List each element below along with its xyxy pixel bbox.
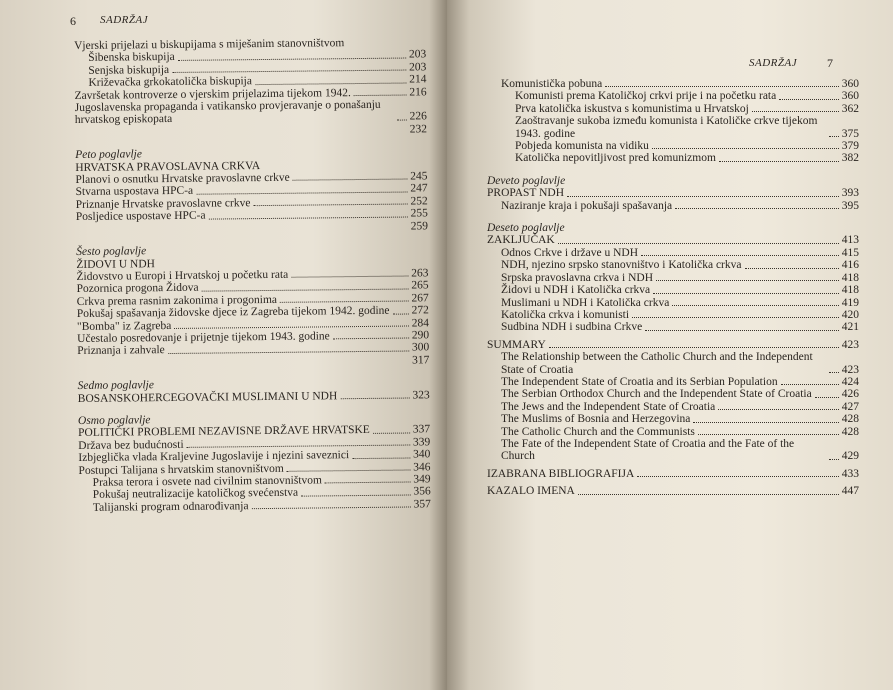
dot-leader xyxy=(829,136,839,137)
chapter-label: Deveto poglavlje xyxy=(487,174,566,187)
entry-page: 267 xyxy=(411,292,429,305)
entry-page: 284 xyxy=(411,316,430,330)
entry-title: Pokušaj spašavanja židovske djece iz Zagreba tijekom 1942. godine xyxy=(76,304,390,321)
dot-leader xyxy=(354,95,407,97)
entry-page: 360 xyxy=(841,78,859,90)
dot-leader xyxy=(641,255,839,256)
chapter-label: Sedmo poglavlje xyxy=(77,379,155,393)
toc-entry xyxy=(487,115,859,140)
entry-page: 259 xyxy=(410,219,429,233)
dot-leader xyxy=(745,268,839,269)
entry-title: Posljedice uspostave HPC-a xyxy=(75,209,206,224)
entry-title: Završetak kontroverze o vjerskim prijelazima tijekom 1942. xyxy=(74,86,351,102)
entry-title: POLITIČKI PROBLEMI NEZAVISNE DRŽAVE HRVATSKE xyxy=(78,424,370,440)
dot-leader xyxy=(352,457,410,459)
entry-title: Izbjeglička vlada Kraljevine Jugoslavije i njezini saveznici xyxy=(78,449,350,465)
entry-title: ZAKLJUČAK xyxy=(487,234,555,247)
entry-title: Priznanja i zahvale xyxy=(77,344,165,358)
section-title xyxy=(487,468,859,480)
entry-title: SUMMARY xyxy=(487,338,546,351)
dot-leader xyxy=(656,280,839,281)
toc-entry xyxy=(487,140,859,152)
section-title xyxy=(487,485,859,497)
entry-title: Senjska biskupija xyxy=(88,63,170,77)
entry-title: BOSANSKOHERCEGOVAČKI MUSLIMANI U NDH xyxy=(77,389,338,405)
entry-title: Stvarna uspostava HPC-a xyxy=(75,185,194,199)
dot-leader xyxy=(645,330,839,331)
toc-entry xyxy=(487,259,859,271)
entry-page: 421 xyxy=(841,321,859,334)
entry-page: 252 xyxy=(410,195,428,208)
toc-entry xyxy=(487,351,859,376)
dot-leader xyxy=(174,325,408,328)
entry-page: 395 xyxy=(841,199,859,212)
entry-page: 339 xyxy=(412,436,431,449)
table-of-contents xyxy=(74,36,431,514)
entry-title: Komunisti prema Katoličkoj crkvi prije i na početku rata xyxy=(515,90,777,103)
entry-title: ŽIDOVI U NDH xyxy=(76,257,155,271)
entry-title: IZABRANA BIBLIOGRAFIJA xyxy=(487,467,635,480)
dot-leader xyxy=(675,208,839,209)
entry-page: 290 xyxy=(411,329,430,342)
entry-page: 203 xyxy=(408,61,427,74)
dot-leader xyxy=(252,507,411,510)
toc-entry xyxy=(487,103,859,115)
dot-leader xyxy=(178,57,406,60)
entry-page: 428 xyxy=(841,413,859,426)
dot-leader xyxy=(168,350,409,354)
entry-page: 300 xyxy=(411,341,430,354)
entry-page: 216 xyxy=(409,85,427,99)
dot-leader xyxy=(333,338,409,340)
entry-title: NDH, njezino srpsko stanovništvo i Katolička crkva xyxy=(501,259,742,272)
dot-leader xyxy=(291,276,408,278)
dot-leader xyxy=(718,409,838,410)
toc-entry xyxy=(487,272,859,284)
dot-leader xyxy=(567,196,839,197)
dot-leader xyxy=(187,445,410,448)
entry-title: Židovi u NDH i Katolička crkva xyxy=(501,284,651,297)
entry-page: 360 xyxy=(841,90,859,103)
entry-title: The Jews and the Independent State of Croatia xyxy=(501,400,716,413)
dot-leader xyxy=(605,86,839,87)
dot-leader xyxy=(632,317,839,318)
entry-page: 419 xyxy=(841,296,859,309)
dot-leader xyxy=(255,82,406,85)
entry-page: 379 xyxy=(841,140,859,153)
entry-page: 418 xyxy=(841,271,859,284)
dot-leader xyxy=(293,179,407,181)
dot-leader xyxy=(325,482,410,484)
entry-title: PROPAST NDH xyxy=(487,187,565,200)
entry-title: The Serbian Orthodox Church and the Independent State of Croatia xyxy=(501,388,812,401)
entry-page: 413 xyxy=(841,234,859,247)
dot-leader xyxy=(829,372,839,373)
right-page xyxy=(447,0,893,690)
dot-leader xyxy=(752,111,839,112)
entry-page: 356 xyxy=(413,485,431,498)
entry-page: 429 xyxy=(841,450,859,463)
toc-entry xyxy=(487,297,859,309)
entry-title: Katolička crkva i komunisti xyxy=(501,308,630,321)
running-head: SADRŽAJ xyxy=(100,14,149,26)
entry-title: Planovi o osnutku Hrvatske pravoslavne crkve xyxy=(75,171,290,187)
entry-title: Zaoštravanje sukoba između komunista i Katoličke crkve tijekom 1943. godine xyxy=(515,115,818,140)
entry-page: 337 xyxy=(412,423,431,436)
entry-page: 214 xyxy=(409,73,427,86)
entry-page: 203 xyxy=(408,48,427,61)
entry-title: Židovstvo u Europi i Hrvatskoj u početku rata xyxy=(76,268,289,283)
entry-page: 317 xyxy=(412,354,430,367)
entry-title: Vjerski prijelazi u biskupijama s miješanim stanovništvom xyxy=(74,37,345,52)
entry-title: Odnos Crkve i države u NDH xyxy=(501,246,639,259)
entry-page: 362 xyxy=(841,102,859,115)
entry-title: KAZALO IMENA xyxy=(487,485,575,498)
dot-leader xyxy=(672,305,838,306)
running-head: SADRŽAJ xyxy=(749,57,798,69)
entry-title: Talijanski program odnarođivanja xyxy=(92,500,249,514)
entry-page: 420 xyxy=(841,308,859,321)
entry-title: Naziranje kraja i pokušaji spašavanja xyxy=(501,199,673,212)
dot-leader xyxy=(549,347,839,348)
page-number: 7 xyxy=(827,56,833,70)
chapter-label: Deseto poglavlje xyxy=(487,222,565,235)
entry-title: Praksa terora i osvete nad civilnim stanovništvom xyxy=(92,474,323,489)
entry-page: 247 xyxy=(410,182,428,195)
entry-title: The Fate of the Independent State of Croatia and the Fate of the Church xyxy=(501,437,795,463)
toc-entry xyxy=(487,401,859,413)
entry-page: 426 xyxy=(841,388,859,401)
entry-page: 340 xyxy=(413,448,431,461)
entry-title: The Independent State of Croatia and its Serbian Population xyxy=(501,375,778,388)
entry-title: Sudbina NDH i sudbina Crkve xyxy=(501,321,643,334)
toc-entry xyxy=(487,90,859,102)
dot-leader xyxy=(558,243,839,244)
page-number: 6 xyxy=(70,14,76,28)
entry-page: 382 xyxy=(841,152,859,165)
toc-entry xyxy=(75,98,427,126)
entry-page: 423 xyxy=(841,338,859,351)
entry-title: Država bez budućnosti xyxy=(78,438,184,452)
entry-page: 415 xyxy=(841,246,859,259)
entry-page: 418 xyxy=(841,284,859,297)
entry-page: 424 xyxy=(841,375,859,388)
toc-entry xyxy=(487,309,859,321)
dot-leader xyxy=(652,148,839,149)
dot-leader xyxy=(397,119,407,120)
toc-entry xyxy=(487,152,859,164)
entry-page: 433 xyxy=(841,467,859,480)
entry-title: Pokušaj neutralizacije katoličkog svećenstva xyxy=(92,487,299,502)
entry-page: 375 xyxy=(841,127,859,140)
dot-leader xyxy=(287,470,410,472)
dot-leader xyxy=(340,397,409,399)
entry-title: The Muslims of Bosnia and Herzegovina xyxy=(501,413,691,426)
chapter-title xyxy=(487,187,859,199)
table-of-contents xyxy=(487,78,859,498)
chapter-label: Šesto poglavlje xyxy=(76,245,147,259)
entry-title: Učestalo posredovanje i prijetnje tijekom 1943. godine xyxy=(77,330,330,345)
entry-title: The Relationship between the Catholic Church and the Independent State of Croatia xyxy=(501,351,813,376)
entry-title: Srpska pravoslavna crkva i NDH xyxy=(501,271,654,284)
dot-leader xyxy=(719,161,839,162)
dot-leader xyxy=(202,288,409,291)
entry-title: Šibenska biskupija xyxy=(88,51,175,65)
entry-title: HRVATSKA PRAVOSLAVNA CRKVA xyxy=(75,159,261,174)
entry-title: Prva katolička iskustva s komunistima u Hrvatskoj xyxy=(515,102,749,115)
entry-title: Priznanje Hrvatske pravoslavne crkve xyxy=(75,197,251,211)
entry-page: 263 xyxy=(411,267,429,280)
entry-page: 245 xyxy=(410,170,428,183)
dot-leader xyxy=(653,293,839,294)
toc-entry xyxy=(487,376,859,388)
dot-leader xyxy=(781,384,839,385)
entry-title: Muslimani u NDH i Katolička crkva xyxy=(501,296,670,309)
entry-title: Pozornica progona Židova xyxy=(76,282,199,296)
entry-page: 255 xyxy=(410,207,428,220)
dot-leader xyxy=(301,494,410,496)
toc-entry xyxy=(487,247,859,259)
dot-leader xyxy=(253,204,407,207)
dot-leader xyxy=(829,459,839,460)
entry-page: 416 xyxy=(841,259,859,272)
entry-page: 272 xyxy=(411,304,429,317)
entry-page: 226 xyxy=(409,110,427,123)
entry-page: 357 xyxy=(413,498,431,511)
toc-entry xyxy=(487,438,859,463)
entry-title: Križevačka grkokatolička biskupija xyxy=(88,75,253,90)
chapter-title xyxy=(487,234,859,246)
entry-page: 232 xyxy=(409,123,428,136)
toc-entry xyxy=(79,498,431,514)
toc-entry xyxy=(487,321,859,333)
dot-leader xyxy=(209,216,408,219)
entry-page: 447 xyxy=(841,485,859,498)
dot-leader xyxy=(393,313,409,314)
dot-leader xyxy=(578,494,839,495)
dot-leader xyxy=(373,432,410,433)
entry-page: 323 xyxy=(412,388,430,402)
toc-entry xyxy=(487,284,859,296)
dot-leader xyxy=(637,476,838,477)
entry-title: "Bomba" iz Zagreba xyxy=(76,319,172,333)
section-title xyxy=(487,339,859,351)
dot-leader xyxy=(779,99,839,100)
dot-leader xyxy=(280,301,409,303)
entry-page: 423 xyxy=(841,363,859,376)
chapter-label: Osmo poglavlje xyxy=(77,414,151,427)
chapter-title xyxy=(78,389,430,405)
toc-entry xyxy=(487,78,859,90)
entry-page: 427 xyxy=(841,400,859,413)
entry-page: 346 xyxy=(413,460,431,474)
dot-leader xyxy=(698,434,839,435)
entry-title: Jugoslavenska propaganda i vatikansko provjeravanje o ponašanju hrvatskog episkopata xyxy=(74,98,381,127)
toc-entry xyxy=(487,388,859,400)
entry-title: Katolička nepovitljivost pred komunizmom xyxy=(515,152,716,165)
entry-page: 428 xyxy=(841,425,859,438)
entry-page: 265 xyxy=(411,279,429,292)
toc-entry xyxy=(487,200,859,212)
entry-page: 393 xyxy=(841,187,859,200)
entry-title: Pobjeda komunista na vidiku xyxy=(515,140,649,153)
chapter-label: Peto poglavlje xyxy=(75,148,143,162)
entry-title: The Catholic Church and the Communists xyxy=(501,425,695,438)
entry-title: Postupci Talijana s hrvatskim stanovništvom xyxy=(78,462,284,477)
toc-entry xyxy=(487,413,859,425)
dot-leader xyxy=(172,70,406,73)
entry-title: Komunistička pobuna xyxy=(501,78,603,90)
entry-title: Crkva prema rasnim zakonima i progonima xyxy=(76,293,278,308)
toc-entry xyxy=(487,426,859,438)
dot-leader xyxy=(815,397,839,398)
entry-page: 349 xyxy=(413,473,431,486)
dot-leader xyxy=(693,422,838,423)
dot-leader xyxy=(196,191,407,194)
